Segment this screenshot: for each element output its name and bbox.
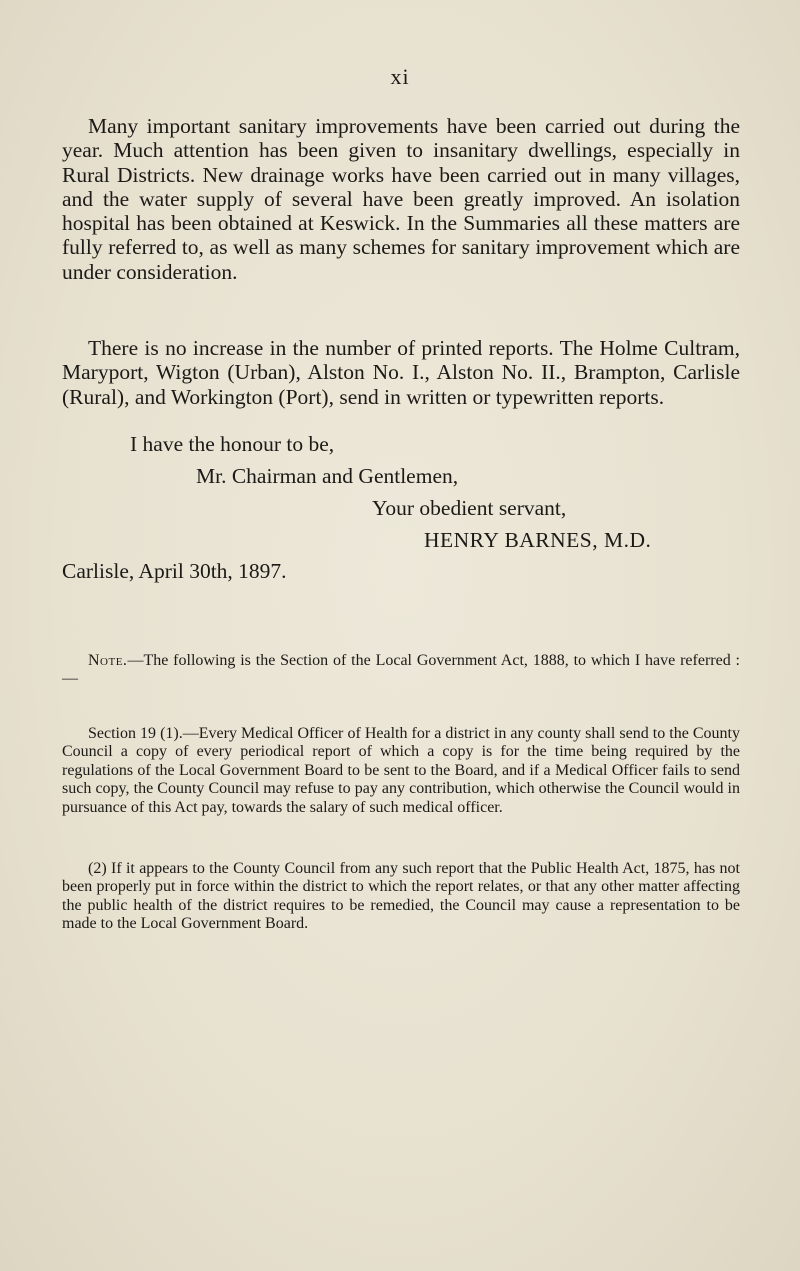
place-and-date: Carlisle, April 30th, 1897. <box>62 559 287 583</box>
note-intro <box>62 652 740 689</box>
paragraph-sanitary-improvements: Many important sanitary improvements have been carried out during the year. Much attention has been given to insanitary dwellings, especially in Rural Districts. New drainage works have been carried out in many villages, and the water supply of several have been greatly improved. An isolation hospital has been obtained at Keswick. In the Summaries all these matters are fully referred to, as well as many schemes for sanitary improvement which are under consideration. <box>62 114 740 284</box>
page-number: xi <box>390 64 410 89</box>
note-section-19-2: (2) If it appears to the County Council from any such report that the Public Health Act, 1875, has not been properly put in force within the district to which the report relates, or that any other matter affecting the public health of the district requires to be remedied, the Council may cause a representation to be made to the Local Government Board. <box>62 860 740 933</box>
note-label: Note. <box>88 652 128 669</box>
closing-line-servant: Your obedient servant, <box>372 496 567 520</box>
signature: HENRY BARNES, M.D. <box>424 528 652 552</box>
note-intro-text: —The following is the Section of the Local Government Act, 1888, to which I have referred :— <box>62 652 740 688</box>
note-section-19-1: Section 19 (1).—Every Medical Officer of Health for a district in any county shall send to the County Council a copy of every periodical report of which a copy is for the time being required by the regulations of the Local Government Board to be sent to the Board, and if a Medical Officer fails to send such copy, the County Council may refuse to pay any contribution, which otherwise the Council would in pursuance of this Act pay, towards the salary of such medical officer. <box>62 725 740 816</box>
closing-line-salutation: Mr. Chairman and Gentlemen, <box>196 464 459 488</box>
paragraph-printed-reports: There is no increase in the number of printed reports. The Holme Cultram, Maryport, Wigton (Urban), Alston No. I., Alston No. II., Brampton, Carlisle (Rural), and Workington (Port), send in written or typewritten reports. <box>62 336 740 409</box>
closing-line-honour: I have the honour to be, <box>130 432 335 456</box>
